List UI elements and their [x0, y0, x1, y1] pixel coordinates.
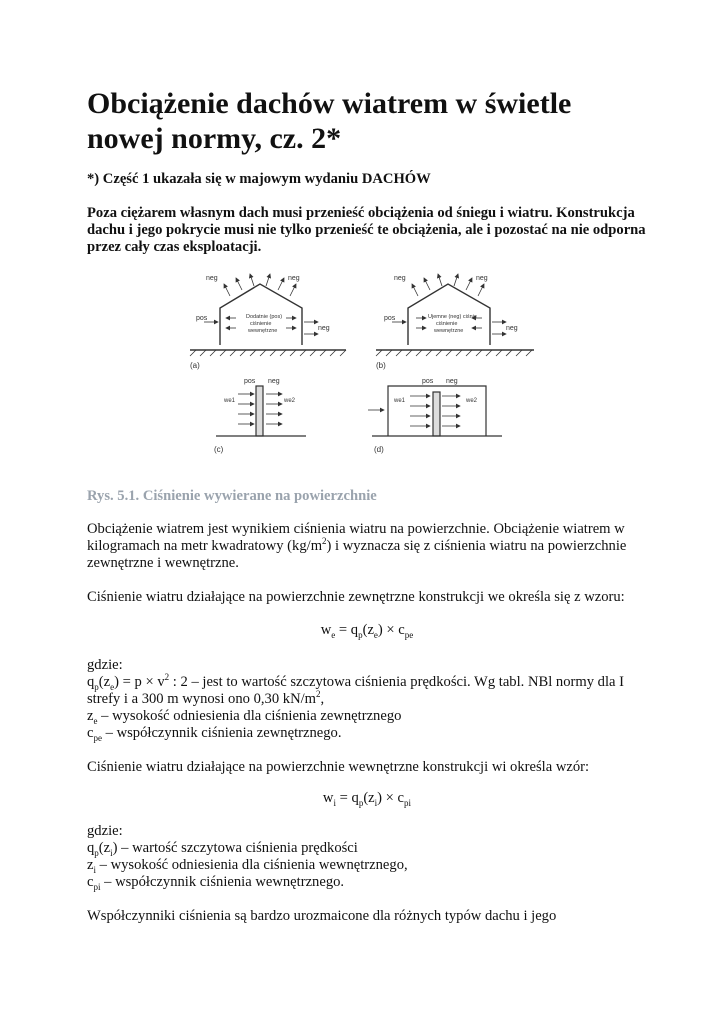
formula-we: $w_e = q_p(z_e) \times c_{pe}$: [320, 622, 414, 640]
label-neg-b: neg: [394, 275, 406, 282]
definition-zi: $z_i$ – wysokość odniesienia dla ciśnienia wewnętrznego,: [87, 857, 408, 875]
box-b-line1: Ujemne (neg) ciśnie: [428, 314, 477, 320]
definition-qp-zi: $q_p(z_i)$ – wartość szczytowa ciśnienia prędkości: [87, 840, 358, 858]
figure-caption: Rys. 5.1. Ciśnienie wywierane na powierzchnie: [87, 488, 377, 504]
label-we1-c: we1: [224, 398, 236, 404]
wind-pressure-figure: [176, 270, 536, 462]
diagram-c: [216, 386, 306, 436]
label-neg-a2: neg: [288, 275, 300, 282]
box-a-line2: ciśnienie: [250, 321, 272, 327]
paragraph-1: Obciążenie wiatrem jest wynikiem ciśnienia wiatru na powierzchnie. Obciążenie wiatrem w kilogramach na metr kwadratowy $(kg/m^2)$ i wyznacza się z ciśnienia wiatru na powierzchnie zewnętrzne i wewnętrzne.: [87, 521, 627, 571]
label-b: (b): [376, 361, 386, 370]
gdzie-1: gdzie:: [87, 657, 123, 673]
label-d: (d): [374, 445, 384, 454]
box-b-line3: wewnętrzne: [434, 328, 464, 334]
paragraph-4: Współczynniki ciśnienia są bardzo urozmaicone dla różnych typów dachu i jego: [87, 908, 557, 924]
lead-paragraph: Poza ciężarem własnym dach musi przenieść obciążenia od śniegu i wiatru. Konstrukcja dachu i jego pokrycie musi nie tylko przenieść te obciążenia, ale i pozostać na nie odporna przez cały czas eksploatacji.: [87, 205, 646, 255]
label-neg-b2: neg: [476, 275, 488, 282]
paragraph-2: Ciśnienie wiatru działające na powierzchnie zewnętrzne konstrukcji we określa się z wzoru:: [87, 589, 625, 605]
label-neg-b3: neg: [506, 325, 518, 332]
label-a: (a): [190, 361, 200, 370]
box-b-line2: ciśnienie: [436, 321, 458, 327]
label-neg-c: neg: [268, 378, 280, 385]
label-pos-c: pos: [244, 378, 256, 385]
footnote: *) Część 1 ukazała się w majowym wydaniu DACHÓW: [87, 171, 431, 187]
definition-qp: $q_p(z_e) = p \times v^2$ : 2 – jest to wartość szczytowa ciśnienia prędkości. Wg tabl. NBl normy dla I strefy i a 300 m wynosi ono 0,30 $kN/m^2$,: [87, 672, 625, 707]
box-a-line3: wewnętrzne: [248, 328, 278, 334]
label-we2-d: we2: [466, 398, 478, 404]
label-neg-a3: neg: [318, 325, 330, 332]
paragraph-3: Ciśnienie wiatru działające na powierzchnie wewnętrzne konstrukcji wi określa wzór:: [87, 759, 590, 775]
gdzie-2: gdzie:: [87, 823, 123, 839]
definition-cpi: $c_{pi}$ – współczynnik ciśnienia wewnętrznego.: [87, 874, 345, 892]
definition-cpe: $c_{pe}$ – współczynnik ciśnienia zewnętrznego.: [87, 725, 342, 743]
label-we1-d: we1: [394, 398, 406, 404]
label-pos-a: pos: [196, 315, 208, 322]
box-a-line1: Dodatnie (pos): [246, 314, 283, 320]
label-we2-c: we2: [284, 398, 296, 404]
formula-wi: $w_i = q_p(z_i) \times c_{pi}$: [322, 790, 412, 808]
label-neg-a: neg: [206, 275, 218, 282]
label-pos-b: pos: [384, 315, 396, 322]
article-title: Obciążenie dachów wiatrem w świetle nowej normy, cz. 2*: [87, 87, 572, 155]
label-c: (c): [214, 445, 224, 454]
diagram-d: [368, 386, 502, 436]
label-neg-d: neg: [446, 378, 458, 385]
definition-ze: $z_e$ – wysokość odniesienia dla ciśnienia zewnętrznego: [87, 708, 402, 726]
label-pos-d: pos: [422, 378, 434, 385]
